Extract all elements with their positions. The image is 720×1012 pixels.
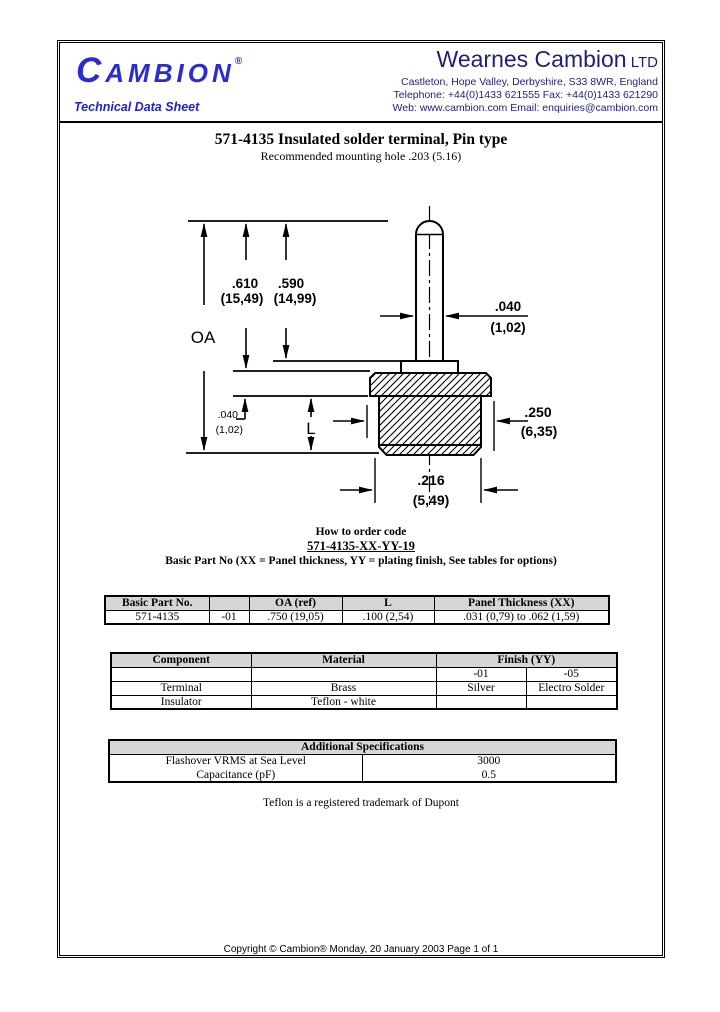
flange-thk-label: .040: [217, 409, 238, 421]
company-suffix: LTD: [626, 54, 658, 71]
cell-l: .100 (2,54): [342, 610, 434, 624]
cell-material: Teflon - white: [251, 695, 436, 709]
technical-drawing: [178, 193, 578, 523]
cell-spec-name: Flashover VRMS at Sea Level: [109, 754, 362, 768]
table-row: [111, 681, 617, 695]
cell-spec-name: Capacitance (pF): [109, 768, 362, 782]
col-variant: [209, 596, 249, 610]
additional-specs-table: [108, 739, 617, 783]
table-header-row: [105, 596, 609, 610]
cell-spec-value: 0.5: [362, 768, 616, 782]
flange-dia-mm-label: (6,35): [520, 423, 558, 439]
cell-component: Insulator: [111, 695, 251, 709]
col-additional-specs: Additional Specifications: [109, 740, 616, 754]
footer-copyright: Copyright © Cambion® Monday, 20 January 2003 Page 1 of 1: [223, 944, 499, 955]
cell-variant: -01: [209, 610, 249, 624]
dim-610-label: .610: [231, 276, 259, 291]
cell-material: Brass: [251, 681, 436, 695]
cell-part-no: 571-4135: [105, 610, 209, 624]
col-basic-part-no: Basic Part No.: [105, 596, 209, 610]
cell-finish-05: -05: [526, 667, 617, 681]
cell-oa: .750 (19,05): [249, 610, 342, 624]
registered-mark-icon: ®: [234, 56, 243, 67]
table-header-row: [111, 653, 617, 667]
cell-component: Terminal: [111, 681, 251, 695]
cell-finish-01-value: [436, 695, 526, 709]
insulator-body: [370, 373, 491, 455]
dim-590-label: .590: [277, 276, 305, 291]
flange-dia-label: .250: [524, 404, 552, 420]
cell-finish-05-value: Electro Solder: [526, 681, 617, 695]
pin-dia-label: .040: [494, 299, 522, 314]
col-l: L: [342, 596, 434, 610]
order-code: 571-4135-XX-YY-19: [307, 539, 415, 553]
pin-dia-mm-label: (1,02): [490, 320, 526, 335]
col-component: Component: [111, 653, 251, 667]
table-header-row: [109, 740, 616, 754]
order-note: Basic Part No (XX = Panel thickness, YY = plating finish, See tables for options): [165, 555, 557, 567]
col-panel-thickness: Panel Thickness (XX): [434, 596, 609, 610]
finish-subheader-row: [111, 667, 617, 681]
body-dia-mm-label: (5,49): [412, 492, 450, 508]
logo-initial: C: [76, 51, 106, 90]
order-code-block: [60, 525, 662, 568]
order-heading: How to order code: [315, 526, 407, 538]
cell-finish-01-value: Silver: [436, 681, 526, 695]
page-subtitle: Recommended mounting hole .203 (5.16): [260, 149, 462, 163]
cell-finish-01: -01: [436, 667, 526, 681]
col-material: Material: [251, 653, 436, 667]
col-finish: Finish (YY): [436, 653, 617, 667]
trademark-note: Teflon is a registered trademark of Dupont: [263, 797, 459, 809]
cell-finish-05-value: [526, 695, 617, 709]
cell-empty: [111, 667, 251, 681]
tagline: Technical Data Sheet: [74, 100, 200, 114]
materials-table: [110, 652, 618, 710]
company-block: [393, 46, 658, 115]
header: [60, 43, 662, 123]
cambion-logo: [76, 51, 242, 91]
page-title: 571-4135 Insulated solder terminal, Pin type: [214, 131, 508, 148]
dim-610-mm-label: (15,49): [220, 291, 264, 306]
company-name: Wearnes Cambion LTD: [436, 46, 658, 72]
cell-spec-value: 3000: [362, 754, 616, 768]
logo-rest: AMBION: [105, 58, 235, 88]
dim-590-mm-label: (14,99): [273, 291, 317, 306]
col-oa-ref: OA (ref): [249, 596, 342, 610]
cell-empty: [251, 667, 436, 681]
oa-label: OA: [190, 328, 216, 347]
table-row: [105, 610, 609, 624]
web-line: Web: www.cambion.com Email: enquiries@cambion.com: [392, 102, 658, 114]
l-label: L: [306, 419, 316, 438]
table-row: [109, 768, 616, 782]
body-dia-label: .216: [417, 472, 445, 488]
flange-thk-mm-label: (1,02): [215, 424, 243, 436]
cell-panel-thickness: .031 (0,79) to .062 (1,59): [434, 610, 609, 624]
address-line: Castleton, Hope Valley, Derbyshire, S33 8WR, England: [401, 76, 658, 88]
table-row: [111, 695, 617, 709]
basic-part-table: [104, 595, 610, 625]
table-row: [109, 754, 616, 768]
datasheet-page: [57, 40, 665, 958]
phone-line: Telephone: +44(0)1433 621555 Fax: +44(0)1433 621290: [393, 89, 658, 101]
